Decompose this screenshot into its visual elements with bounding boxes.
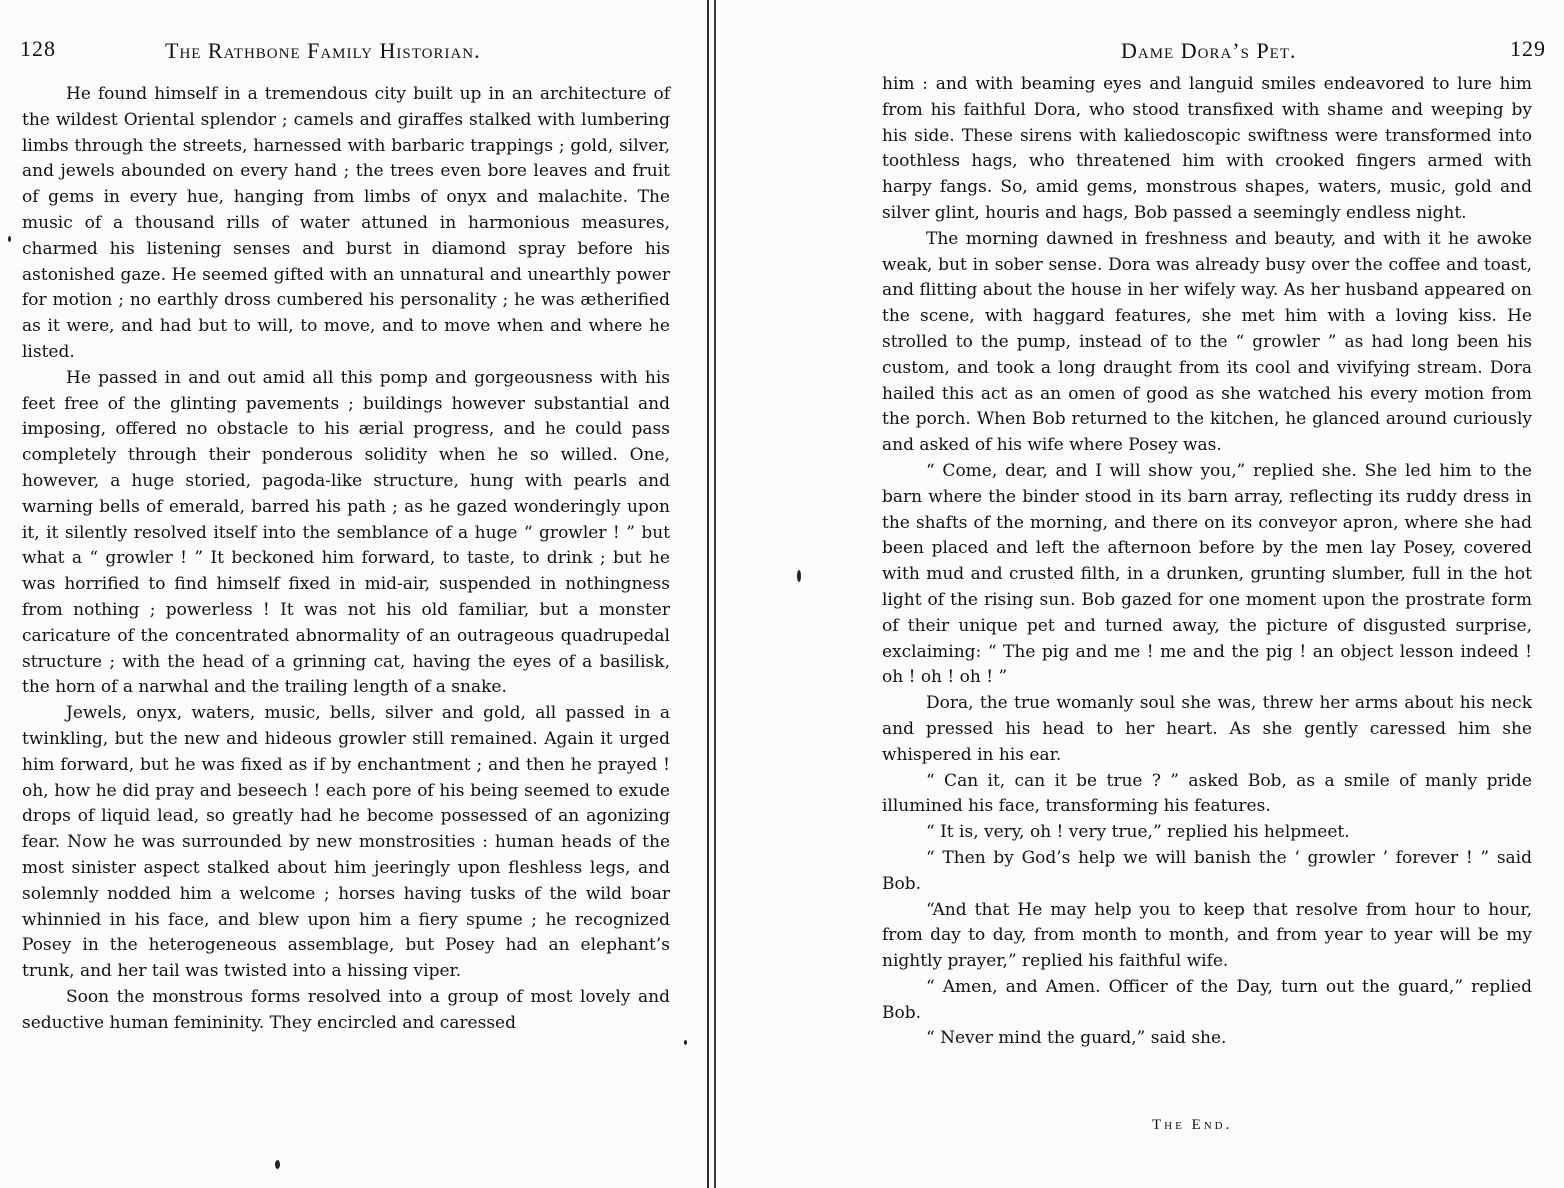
paragraph: “ Never mind the guard,” said she. — [926, 1028, 1227, 1049]
left-page — [0, 0, 706, 1188]
paragraph: “ Then by God’s help we will banish the ‘ growler ’ forever ! ” said Bob. — [882, 847, 1532, 894]
paragraph: “ Come, dear, and I will show you,” replied she. She led him to the barn where the binder stood in its barn array, reflecting its ruddy dress in the shafts of the morning, and there on its conveyor apron, where she had been placed and left the afternoon before by the men lay Posey, covered with mud and crusted filth, in a drunken, grunting slumber, full in the hot light of the rising sun. Bob gazed for one moment upon the prostrate form of their unique pet and turned away, the picture of disgusted surprise, exclaiming: “ The pig and me ! me and the pig ! an object lesson indeed ! oh ! oh ! oh ! ” — [882, 460, 1532, 688]
page-number: 128 — [20, 36, 56, 61]
ink-speck — [684, 1040, 687, 1045]
paragraph: “ Amen, and Amen. Officer of the Day, turn out the guard,” replied Bob. — [882, 976, 1532, 1023]
paragraph: Jewels, onyx, waters, music, bells, silver and gold, all passed in a twinkling, but the new and hideous growler still remained. Again it urged him forward, but he was fixed as if by enchantment ; and then he prayed ! oh, how he did pray and beseech ! each pore of his being seemed to exude drops of liquid lead, so greatly had he become possessed of an agonizing fear. Now he was surrounded by new monstrosities : human heads of the most sinister aspect stalked about him jeeringly upon fleshless legs, and solemnly nodded him a welcome ; horses having tusks of the wild boar whinnied in his face, and blew upon him a fiery spume ; he recognized Posey in the heterogeneous assemblage, but Posey had an elephant’s trunk, and her tail was twisted into a hissing viper. — [22, 703, 670, 982]
paragraph: “And that He may help you to keep that resolve from hour to hour, from day to day, from month to month, and from year to year will be my nightly prayer,” replied his faithful wife. — [882, 899, 1532, 972]
left-page-header — [20, 26, 680, 63]
right-page-header — [876, 26, 1546, 63]
right-page-body — [882, 72, 1532, 1052]
ink-speck — [8, 236, 11, 242]
running-title: The Rathbone Family Historian. — [165, 38, 481, 63]
end-mark: The End. — [1152, 1117, 1233, 1133]
paragraph: “ Can it, can it be true ? ” asked Bob, as a smile of manly pride illumined his face, transforming his features. — [882, 770, 1532, 817]
paragraph: He passed in and out amid all this pomp and gorgeousness with his feet free of the glinting pavements ; buildings however substantial and imposing, offered no obstacle to his ærial progress, and he could pass completely through their ponderous solidity when he so willed. One, however, a huge storied, pagoda-like structure, hung with pearls and warning bells of emerald, barred his path ; as he gazed wonderingly upon it, it silently resolved itself into the semblance of a huge “ growler ! ” but what a “ growler ! ” It beckoned him forward, to taste, to drink ; but he was horrified to find himself fixed in mid-air, suspended in nothingness from nothing ; powerless ! It was not his old familiar, but a monster caricature of the concentrated abnormality of an outrageous quadrupedal structure ; with the head of a grinning cat, having the eyes of a basilisk, the horn of a narwhal and the trailing length of a snake. — [22, 367, 670, 698]
paragraph: Soon the monstrous forms resolved into a group of most lovely and seductive human femininity. They encircled and caressed — [22, 986, 670, 1033]
gutter-shadow — [707, 0, 709, 1188]
paragraph: “ It is, very, oh ! very true,” replied his helpmeet. — [926, 822, 1350, 843]
left-page-body — [22, 82, 670, 1036]
ink-speck — [797, 570, 801, 582]
page-number: 129 — [1510, 36, 1546, 61]
ink-speck — [275, 1160, 280, 1169]
paragraph: He found himself in a tremendous city built up in an architecture of the wildest Oriental splendor ; camels and giraffes stalked with lumbering limbs through the streets, harnessed with barbaric trappings ; gold, silver, and jewels abounded on every hand ; the trees even bore leaves and fruit of gems in every hue, hanging from limbs of onyx and malachite. The music of a thousand rills of water attuned in harmonious measures, charmed his listening senses and burst in diamond spray before his astonished gaze. He seemed gifted with an unnatural and unearthly power for motion ; no earthly dross cumbered his personality ; he was ætherified as it were, and had but to will, to move, and to move when and where he listed. — [22, 84, 670, 362]
paragraph: The morning dawned in freshness and beauty, and with it he awoke weak, but in sober sense. Dora was already busy over the coffee and toast, and flitting about the house in her wifely way. As her husband appeared on the scene, with haggard features, she met him with a loving kiss. He strolled to the pump, instead of to the “ growler ” as had long been his custom, and took a long draught from its cool and vivifying stream. Dora hailed this act as an omen of good as she watched his every motion from the porch. When Bob returned to the kitchen, he glanced around curiously and asked of his wife where Posey was. — [882, 228, 1532, 456]
paragraph: Dora, the true womanly soul she was, threw her arms about his neck and pressed his head to her heart. As she gently caressed him she whispered in his ear. — [882, 693, 1532, 765]
paragraph: him : and with beaming eyes and languid smiles endeavored to lure him from his faithful Dora, who stood transfixed with shame and weeping by his side. These sirens with kaliedoscopic swiftness were transformed into toothless hags, who threatened him with crooked fingers armed with harpy fangs. So, amid gems, monstrous shapes, waters, music, gold and silver glint, houris and hags, Bob passed a seemingly endless night. — [882, 74, 1532, 223]
right-page — [716, 0, 1564, 1188]
running-title: Dame Dora’s Pet. — [1121, 38, 1297, 63]
